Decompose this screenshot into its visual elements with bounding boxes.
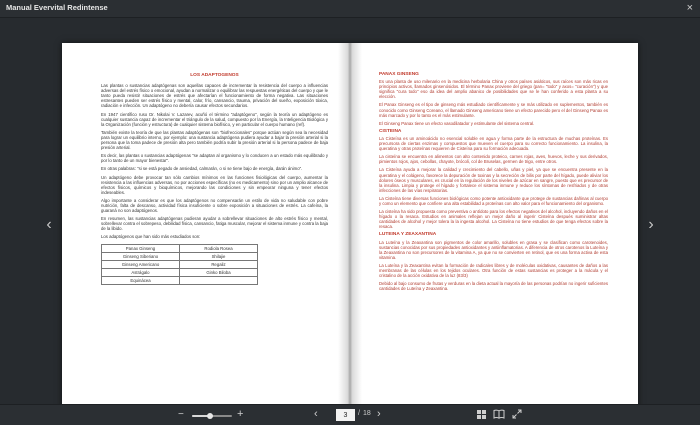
left-paragraph: Los adaptógenos que han sido más estudiados son: [101,234,201,240]
bottom-toolbar [0,404,700,425]
table-cell [180,276,258,284]
right-paragraph: La Cisteína tiene diversas funciones biológicas como potente antioxidante que protege de sustancias dañinas al cuerpo y como un elemento que confiere una alta estabilidad a proteínas con alto valor para el funcionamiento del organismo. [379,195,608,206]
adaptogens-table [101,244,258,285]
table-cell: Equinácea [102,276,180,284]
right-paragraph: La cisteína se encuentra en alimentos con alto contenido proteico, carnes rojas, aves, huevos, leche y sus derivados, pimientos rojos, ajos, cebollas, chayote, brócoli, col de Bruselas, germen de trigo, entre otros. [379,154,608,165]
table-cell: Shilajie [180,252,258,260]
zoom-slider[interactable] [192,415,232,417]
page-number-input[interactable] [336,409,355,421]
table-cell: Ginko Biloba [180,268,258,276]
table-cell: Panax Ginseng [102,244,180,252]
right-paragraph: El Ginseng Panax tiene un efecto vasodilatador y estimulante del sistema central. [379,120,535,126]
next-page-button[interactable]: › [377,408,381,420]
thumbnails-grid-icon[interactable] [477,410,486,419]
page-separator: / [358,410,360,417]
left-paragraph: Las plantas o sustancias adaptógenas son aquellas capaces de incrementar la resistencia del cuerpo a influencias adversas del estrés físico o emocional, ayudan a normalizar o equilibrar las respuestas energéticas del cuerpo y que le tanto pueda resistir situaciones de estrés que afectarían el funcionamiento de forma negativa. Las situaciones estresantes pueden ser estrés físico y mental, calor, frío, cansancio, trauma, privación del sueño, exposición tóxica, radiación e infección. Un adaptógeno no debería causar efectos secundarios. [101,83,328,109]
left-page [62,43,350,417]
book-spine [338,43,362,417]
table-row [102,260,258,268]
table-cell: Astrágalo [102,268,180,276]
book-view-icon[interactable] [493,409,505,419]
next-spread-arrow-icon[interactable]: › [648,216,654,233]
page-total: 18 [363,410,371,417]
table-cell: Regaliz [180,260,258,268]
right-paragraph: La Luteína y la Zeaxantina evitan la formación de radicales libres y de moléculas oxidativas, causantes de daños a las membranas de las células en los tejidos oculares. Otra función de estas sustancias es proteger a la mácula y el cristalino de la acción oxidativa de la luz (83/3) [379,262,608,279]
section-heading: PANAX GINSENG [379,72,419,77]
left-paragraph: Es decir, las plantas o sustancias adaptógenas "se adaptan al organismo y lo conducen a un estado más equilibrado y por lo tanto de un mayor bienestar". [101,153,328,164]
close-icon[interactable]: × [686,2,693,14]
right-paragraph: La Cisteína es un aminoácido no esencial soluble en agua y forma parte de la estructura de muchas proteínas. Es precursora de ciertas enzimas y compuestos que mueven el cuerpo para su correcto funcionamiento. La insulina, la queratina y otras proteínas requieren de Cisteína para su formación adecuada. [379,135,608,152]
right-paragraph: La cisteína ha sido propuesta como preventiva o antídoto para los efectos negativos del alcohol, incluyendo daños en el hígado o la resaca. Estudios en animales reflejan un mejor daño al ingerir Cisteína después suministrar altas cantidades de alcohol y mejor tolera la la ingesta alcohol. La Cisteína no tiene estudios de que tenga efectos sobre la resaca. [379,209,608,230]
left-page-body [101,83,328,239]
zoom-in-button[interactable]: + [237,408,244,420]
table-cell: Rodiola Rosea [180,244,258,252]
right-paragraph: La Cisteína ayuda a mejorar la calidad y crecimiento del cabello, uñas y piel, ya que se encuentra presente en la queratina y el colágeno, favorece la depuración de toxinas y la secreción de bilis por parte del hígado, puede aliviar los dolores óseos y musculares, es crucial en la regulación de los niveles de azúcar en sangre, puesto que es precursor de la insulina. Limpia y protege el hígado y fortalece el sistema inmune y reduce los síntomas de resfriados y de otras infecciones de las vías respiratorias. [379,167,608,193]
table-row [102,268,258,276]
right-paragraph: Debido al bajo consumo de frutas y verduras en la dieta actual la mayoría de las personas podrían no ingerir suficientes cantidades de Luteína y Zeaxantina. [379,281,608,292]
table-cell: Ginseng Americano [102,260,180,268]
viewer-stage [0,18,700,404]
left-paragraph: También existe la teoría de que las plantas adaptógenas son "biofreccionales" porque actúan según sea la necesidad para lograr un equilibrio interno, por ejemplo: una sustancia adaptógena pudiera ayudar a bajar la presión arterial si la persona que la toma padece de presión alta pero también podría subir la presión arterial si la persona padece de baja presión arterial. [101,129,328,151]
table-row [102,244,258,252]
right-paragraph: El Panax Ginseng es el tipo de ginseng más estudiado científicamente y se más utilizado en suplementos, también es conocido como Ginseng Coreano, el llamado Ginseng americano tiene un efecto parecido pero el del Ginseng Panax es más marcado y por lo tanto es el más estimulante. [379,102,608,118]
left-paragraph: En otras palabras: "si se está pegado de ansiedad, calmarán, o si se tiene bajo de energía, darán ánimo". [101,166,303,172]
left-paragraph: En 1947 científico ruso Dr. Nikolai V. Lazarev, acuñó el término "adaptógeno", según la teoría un adaptógeno es cualquier sustancia capaz de incrementar el triángulo de la salud, compuesto por la Energía, la Inteligencia Biológica y la Organización (función y estructura) de cualquier sistema biofísico, y en particular el cuerpo humano (ref). [101,111,328,127]
right-paragraph: Es una planta de uso milenario en la medicina herbolaria China y otros países asiáticos, sus raíces son más ricas en principios activos, llamados ginsenósidos. El término Panax proviene del griego (pan= "todo" y axos= "curación") y que significa "cura todo" eso da idea del amplio abanico de posibilidades que se le han conferido a esta planta a su elección. [379,79,608,100]
zoom-out-button[interactable]: − [178,409,184,420]
left-page-heading: LOS ADAPTOGENOS [190,73,239,78]
right-page [350,43,638,417]
prev-spread-arrow-icon[interactable]: ‹ [46,216,52,233]
window-titlebar [0,0,700,18]
section-heading: CISTEINA [379,128,402,134]
left-paragraph: En resumen, las sustancias adaptógenas pudieran ayudar a sobrellevar situaciones de alto estrés físico y mental, sobrellevar contra el sobrepeso, debilidad física, cansancio, fatiga muscular, mejorar el sistema inmune y contra la baja de la libido. [101,216,328,232]
table-row [102,276,258,284]
prev-page-button[interactable]: ‹ [314,408,318,420]
table-row [102,252,258,260]
zoom-slider-handle[interactable] [207,413,213,419]
section-heading: LUTEINA Y ZEAXANTINA [379,232,437,238]
book-spread [62,43,638,417]
left-paragraph: Un adaptógeno debe provocar tan sólo cambios mínimos en las funciones fisiológicas del cuerpo, aumentar la resistencia a las influencias adversas, no por acciones específicas (no es medicamento) sino por un amplio alcance de efectos físicos, químicos y bioquímicos, mejorando las condiciones y sin empeorar ninguna y tener efectos indeseables. [101,174,328,195]
fullscreen-icon[interactable] [512,409,522,419]
left-paragraph: Algo importante a considerar es que los adaptógenos no compensarán un estilo de vida no saludable con pobre nutrición, falta de descanso, actividad física insuficiente o sobre exposición a situaciones de estrés. La cafeína, la guaraná no son adaptógenos. [101,197,328,214]
table-cell: Ginseng Siberiano [102,252,180,260]
right-paragraph: La Luteína y la Zeaxantina son pigmentos de color amarillo, solubles en grasa y se clasifican como carotenoides, sustancias conocidas por sus propiedades antioxidantes y antiinflamatorias. A diferencia de otros carotenos la Luteína y la Zeaxantina no son precursores de la vitamina A, ya que no se convierten en retinol, que es una forma activa de esta vitamina. [379,239,608,260]
window-title: Manual Evervital Redintense [6,3,108,12]
